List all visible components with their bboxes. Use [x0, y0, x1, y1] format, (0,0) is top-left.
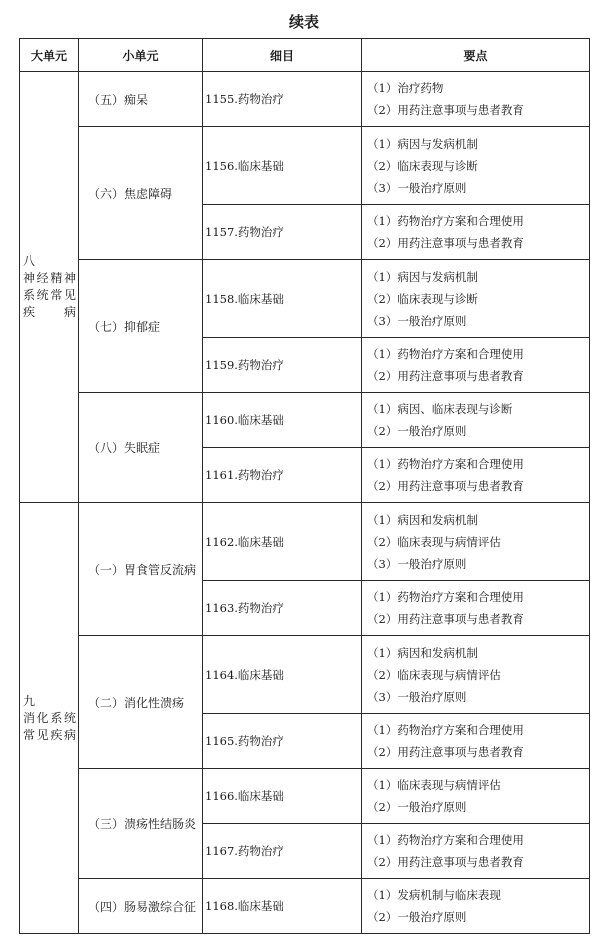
detail-cell: 1157.药物治疗 — [203, 205, 362, 260]
point-line: （1）药物治疗方案和合理使用 — [367, 457, 524, 471]
detail-cell: 1167.药物治疗 — [203, 824, 362, 879]
point-line: （1）病因和发病机制 — [367, 645, 478, 660]
table-row — [20, 636, 590, 714]
points-cell — [362, 824, 590, 879]
table-row — [20, 393, 590, 448]
points-cell — [362, 393, 590, 448]
table-row — [20, 879, 590, 934]
point-line: （3）一般治疗原则 — [367, 313, 467, 328]
point-line: （2）用药注意事项与患者教育 — [367, 745, 524, 759]
minor-unit-cell: （三）溃疡性结肠炎 — [79, 769, 203, 879]
detail-cell: 1162.临床基础 — [203, 503, 362, 581]
minor-unit-cell: （二）消化性溃疡 — [79, 636, 203, 769]
point-line: （3）一般治疗原则 — [367, 180, 467, 195]
header-sub: 小单元 — [79, 39, 203, 72]
point-line: （1）药物治疗方案和合理使用 — [367, 347, 524, 361]
points-cell — [362, 636, 590, 714]
point-line: （1）药物治疗方案和合理使用 — [367, 214, 524, 228]
detail-cell: 1160.临床基础 — [203, 393, 362, 448]
syllabus-table — [19, 38, 590, 934]
point-line: （1）病因与发病机制 — [367, 269, 478, 284]
detail-cell: 1156.临床基础 — [203, 127, 362, 205]
points-cell — [362, 581, 590, 636]
point-line: （2）临床表现与病情评估 — [367, 534, 501, 549]
header-unit: 大单元 — [20, 39, 79, 72]
table-row — [20, 503, 590, 581]
minor-unit-cell: （五）痴呆 — [79, 72, 203, 127]
detail-cell: 1165.药物治疗 — [203, 714, 362, 769]
point-line: （1）治疗药物 — [367, 81, 444, 95]
detail-cell: 1158.临床基础 — [203, 260, 362, 338]
detail-cell: 1164.临床基础 — [203, 636, 362, 714]
point-line: （1）临床表现与病情评估 — [367, 778, 501, 792]
point-line: （2）临床表现与诊断 — [367, 158, 478, 173]
point-line: （2）用药注意事项与患者教育 — [367, 103, 524, 117]
detail-cell: 1155.药物治疗 — [203, 72, 362, 127]
major-unit-number: 九 — [23, 693, 36, 708]
point-line: （3）一般治疗原则 — [367, 689, 467, 704]
major-unit-number: 八 — [23, 254, 36, 268]
major-unit-cell — [20, 503, 79, 934]
point-line: （3）一般治疗原则 — [367, 556, 467, 571]
points-cell — [362, 72, 590, 127]
point-line: （2）用药注意事项与患者教育 — [367, 479, 524, 493]
major-unit-name: 神经精神系统常见疾病 — [23, 271, 76, 319]
points-cell — [362, 260, 590, 338]
detail-cell: 1168.临床基础 — [203, 879, 362, 934]
point-line: （2）一般治疗原则 — [367, 910, 467, 924]
header-points: 要点 — [362, 39, 590, 72]
point-line: （1）病因、临床表现与诊断 — [367, 402, 513, 416]
point-line: （1）药物治疗方案和合理使用 — [367, 723, 524, 737]
point-line: （1）药物治疗方案和合理使用 — [367, 833, 524, 847]
points-cell — [362, 503, 590, 581]
points-cell — [362, 127, 590, 205]
point-line: （2）临床表现与诊断 — [367, 291, 478, 306]
page-title: 续表 — [288, 13, 319, 31]
point-line: （1）病因与发病机制 — [367, 136, 478, 151]
detail-cell: 1166.临床基础 — [203, 769, 362, 824]
table-body — [20, 72, 590, 934]
detail-cell: 1163.药物治疗 — [203, 581, 362, 636]
point-line: （2）用药注意事项与患者教育 — [367, 369, 524, 383]
point-line: （2）用药注意事项与患者教育 — [367, 855, 524, 869]
header-detail: 细目 — [203, 39, 362, 72]
points-cell — [362, 338, 590, 393]
point-line: （2）用药注意事项与患者教育 — [367, 612, 524, 626]
minor-unit-cell: （八）失眠症 — [79, 393, 203, 503]
points-cell — [362, 205, 590, 260]
detail-cell: 1159.药物治疗 — [203, 338, 362, 393]
point-line: （2）用药注意事项与患者教育 — [367, 236, 524, 250]
table-row — [20, 260, 590, 338]
table-row — [20, 127, 590, 205]
points-cell — [362, 879, 590, 934]
point-line: （1）药物治疗方案和合理使用 — [367, 590, 524, 604]
table-row — [20, 72, 590, 127]
major-unit-name: 消化系统常见疾病 — [23, 710, 76, 742]
minor-unit-cell: （一）胃食管反流病 — [79, 503, 203, 636]
table-row — [20, 769, 590, 824]
detail-cell: 1161.药物治疗 — [203, 448, 362, 503]
point-line: （2）一般治疗原则 — [367, 424, 467, 438]
major-unit-cell — [20, 72, 79, 503]
points-cell — [362, 714, 590, 769]
points-cell — [362, 769, 590, 824]
header-row — [20, 39, 590, 72]
point-line: （2）临床表现与病情评估 — [367, 667, 501, 682]
minor-unit-cell: （六）焦虑障碍 — [79, 127, 203, 260]
minor-unit-cell: （四）肠易激综合征 — [79, 879, 203, 934]
point-line: （1）发病机制与临床表现 — [367, 888, 501, 902]
point-line: （1）病因和发病机制 — [367, 512, 478, 527]
minor-unit-cell: （七）抑郁症 — [79, 260, 203, 393]
point-line: （2）一般治疗原则 — [367, 800, 467, 814]
points-cell — [362, 448, 590, 503]
